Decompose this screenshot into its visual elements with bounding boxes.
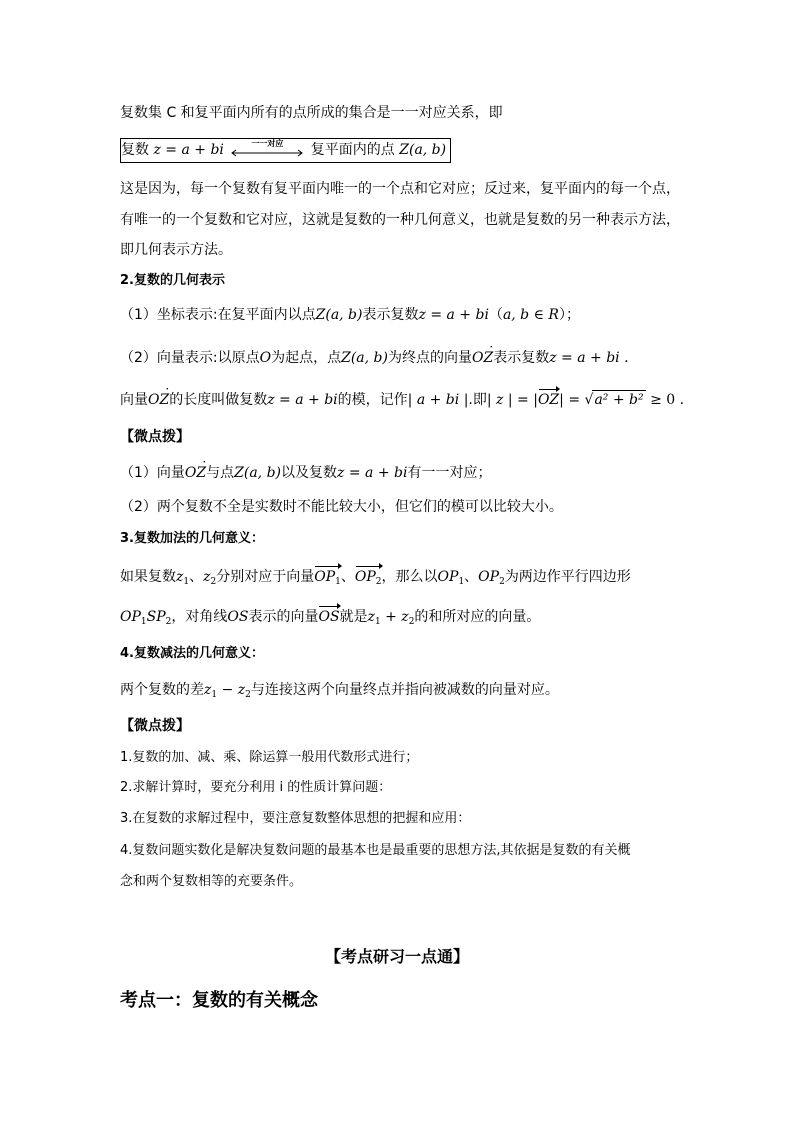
sqrt-icon: √ xyxy=(584,392,594,408)
math-parallelogram: $OP_1SP_2$ xyxy=(120,609,172,627)
math-condition: a, b ∈ R xyxy=(502,307,559,323)
item-text: （ xyxy=(488,307,503,323)
item-text: （1）坐标表示:在复平面内以点 xyxy=(120,307,316,323)
item-text: 表示复数 xyxy=(493,350,550,366)
item-text: ，那么以 xyxy=(381,569,438,585)
math-equation: z = a + bi . xyxy=(549,350,629,366)
math-z1: $z_1$ xyxy=(176,569,190,587)
section-3-line-2 xyxy=(120,608,674,631)
item-text: 与点 xyxy=(206,465,235,481)
topic-heading: 考点一：复数的有关概念 xyxy=(120,990,318,1011)
item-text: 的模，记作 xyxy=(337,392,408,408)
vector-oz: · OZ xyxy=(148,391,169,409)
arrow-label: 一一对应 xyxy=(251,139,284,148)
vector-oz-arrow: OZ xyxy=(537,392,560,408)
tip-2-heading: 【微点拨】 xyxy=(120,718,190,734)
section-3-line-1 xyxy=(120,568,674,591)
math-op1: $OP_1$ xyxy=(437,569,465,587)
tip-2-item: 3.在复数的求解过程中，要注意复数整体思想的把握和应用： xyxy=(120,811,471,826)
modulus-line xyxy=(120,390,685,409)
z-symbol: z xyxy=(204,682,212,698)
item-text: （1）向量 xyxy=(120,465,185,481)
item-text: 表示的向量 xyxy=(248,609,319,625)
item-text: 如果复数 xyxy=(120,569,176,585)
op-text: OP xyxy=(478,569,500,585)
item-text: 、 xyxy=(189,569,204,585)
box-equation: z = a + bi xyxy=(153,142,224,158)
vector-op1: $OP_1$ xyxy=(314,568,341,591)
item-text: 表示复数 xyxy=(362,307,419,323)
math-point: Z(a, b) xyxy=(341,350,388,366)
shape-text: SP xyxy=(146,609,166,625)
math-point: Z(a, b) xyxy=(234,465,282,481)
vector-os: OS xyxy=(318,609,340,625)
math-diff: $z_1 - z_2$ xyxy=(204,682,251,700)
item-text: 向量 xyxy=(120,392,148,408)
item-text: 两个复数的差 xyxy=(120,682,204,698)
item-text: 与连接这两个向量终点并指向被减数的向量对应。 xyxy=(250,682,559,698)
math-equation: z = a + bi xyxy=(267,392,338,408)
tip-2-item: 2.求解计算时，要充分利用 i 的性质计算问题： xyxy=(120,780,392,795)
math-z2: $z_2$ xyxy=(203,569,217,587)
item-text: 、 xyxy=(464,569,479,585)
vec-text: OP xyxy=(314,569,336,585)
correspondence-box-line xyxy=(120,138,674,163)
section-2-item-1 xyxy=(120,306,674,324)
item-text: 就是 xyxy=(339,609,368,625)
math-geq: ≥ 0 . xyxy=(650,392,685,408)
tip-2-item: 念和两个复数相等的充要条件。 xyxy=(120,874,303,889)
item-text: 的和所对应的向量。 xyxy=(414,609,541,625)
intro-para-line-3: 即几何表示方法。 xyxy=(120,242,232,258)
math-equation: z = a + bi xyxy=(337,465,408,481)
bidirectional-arrow-icon xyxy=(230,141,304,157)
math-os: OS xyxy=(227,609,249,625)
item-text: 以及复数 xyxy=(281,465,338,481)
item-text: （2）向量表示:以原点 xyxy=(120,350,260,366)
box-right-text: 复平面内的点 xyxy=(310,142,395,158)
tip-1-item-1 xyxy=(120,464,674,482)
math-point: Z(a, b) xyxy=(315,307,363,323)
math-equals: | = xyxy=(559,392,581,408)
vector-oz: · OZ xyxy=(472,349,493,367)
math-sum: $z_1 + z_2$ xyxy=(367,609,415,627)
math-abs: | a + bi | xyxy=(407,392,469,408)
tip-1-heading: 【微点拨】 xyxy=(120,429,190,445)
item-text: 有一一对应； xyxy=(407,465,492,481)
section-3-heading: 3.复数加法的几何意义： xyxy=(120,531,264,546)
tip-2-item: 1.复数的加、减、乘、除运算一般用代数形式进行； xyxy=(120,750,419,765)
item-text: ，对角线 xyxy=(171,609,228,625)
item-text: 、 xyxy=(340,569,355,585)
math-origin: O xyxy=(259,350,272,366)
section-2-heading: 2.复数的几何表示 xyxy=(120,273,225,288)
math-equation: z = a + bi xyxy=(418,307,489,323)
vec-text: OP xyxy=(354,569,376,585)
shape-text: OP xyxy=(120,609,141,625)
item-text: 为终点的向量 xyxy=(387,350,472,366)
z-symbol: z xyxy=(203,569,211,585)
z-symbol: − z xyxy=(217,682,246,698)
op-text: OP xyxy=(437,569,459,585)
box-point: Z(a, b) xyxy=(399,142,447,158)
item-text: 为两边作平行四边形 xyxy=(504,569,631,585)
tip-2-item: 4.复数问题实数化是解决复数问题的最基本也是最重要的思想方法,其依据是复数的有关概 xyxy=(120,843,631,858)
correspondence-box xyxy=(120,138,451,163)
math-abs-z: | z | = | xyxy=(486,392,538,408)
item-text: 为起点，点 xyxy=(271,350,342,366)
section-4-heading: 4.复数减法的几何意义： xyxy=(120,646,264,661)
intro-para-line-1: 这是因为，每一个复数有复平面内唯一的一个点和它对应；反过来，复平面内的每一个点， xyxy=(120,181,680,197)
intro-line: 复数集 C 和复平面内所有的点所成的集合是一一对应关系，即 xyxy=(120,105,503,121)
z-symbol: z xyxy=(176,569,184,585)
z-symbol: + z xyxy=(380,609,409,625)
item-text: 分别对应于向量 xyxy=(216,569,315,585)
section-2-item-2 xyxy=(120,349,674,367)
vector-op2: $OP_2$ xyxy=(355,568,382,591)
tip-1-item-2: （2）两个复数不全是实数时不能比较大小，但它们的模可以比较大小。 xyxy=(120,499,563,515)
section-banner: 【考点研习一点通】 xyxy=(324,947,469,966)
vector-oz: · OZ xyxy=(185,464,206,482)
math-sqrt: a² + b² xyxy=(594,392,644,408)
item-text: 的长度叫做复数 xyxy=(169,392,268,408)
item-text: ）； xyxy=(558,307,580,323)
section-4-line-1 xyxy=(120,681,674,704)
intro-para-line-2: 有唯一的一个复数和它对应，这就是复数的一种几何意义，也就是复数的另一种表示方法， xyxy=(120,212,680,228)
z-symbol: z xyxy=(367,609,375,625)
item-text: .即 xyxy=(468,392,487,408)
box-left-text: 复数 xyxy=(121,142,149,158)
math-op2: $OP_2$ xyxy=(478,569,505,587)
